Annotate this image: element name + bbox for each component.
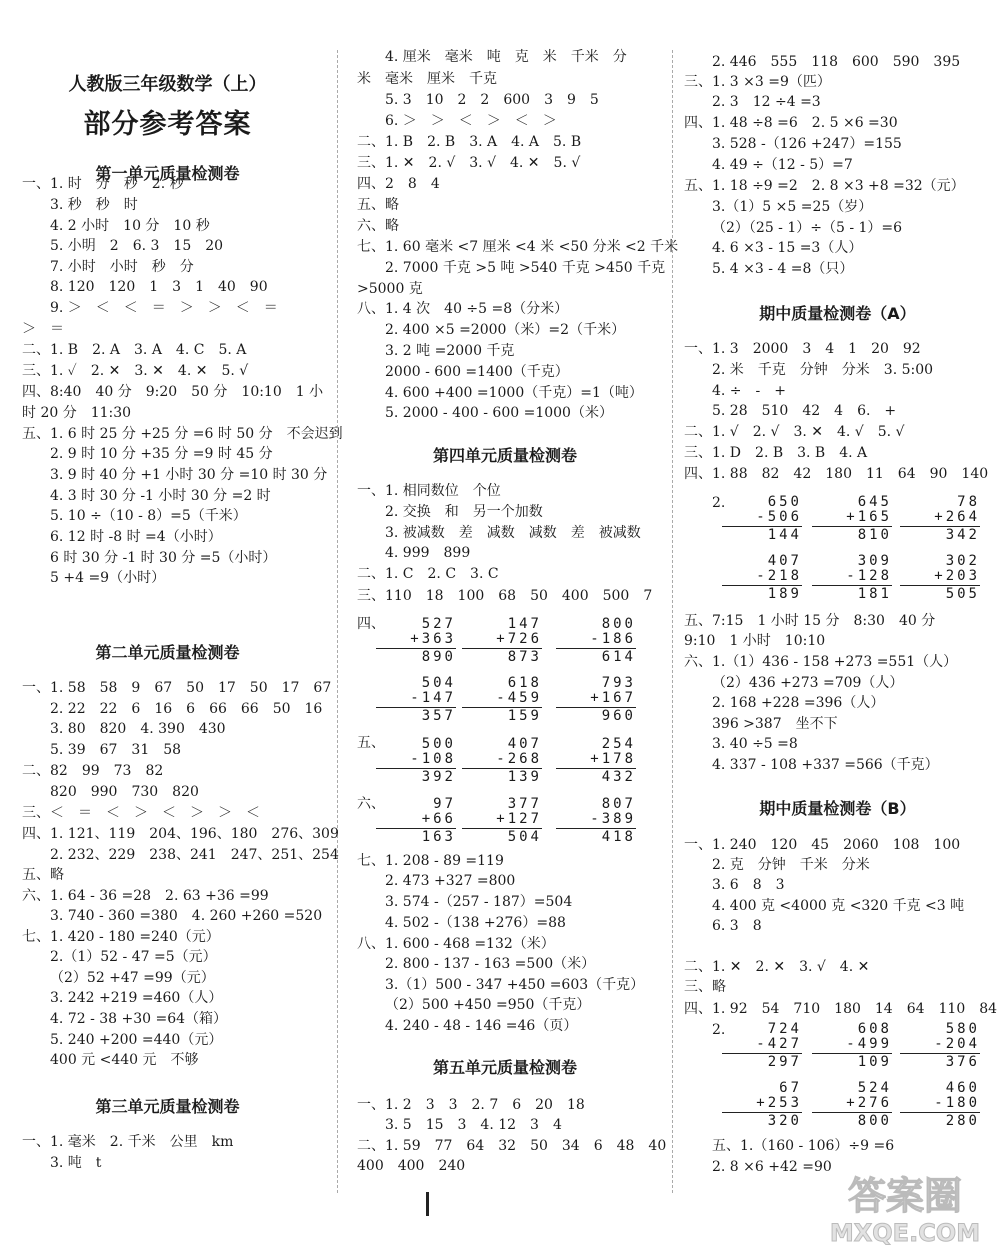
- col2-line: 四、2 8 4: [357, 176, 440, 192]
- col1-line: 5 +4 =9（小时）: [50, 570, 166, 586]
- vertical-calculation: [812, 554, 892, 602]
- top-operand: 302: [945, 553, 980, 569]
- col3-line: 五、1.（160 - 106）÷9 =6: [712, 1138, 895, 1154]
- bottom-operand: +66: [421, 811, 456, 827]
- col1-line: 3. 9 时 40 分 +1 小时 30 分 =10 时 30 分: [50, 467, 328, 483]
- col1-line: 3. 740 - 360 =380 4. 260 +260 =520: [50, 908, 323, 924]
- col2-line: 二、1. 59 77 64 32 50 34 6 48 40: [357, 1138, 667, 1154]
- col1-line: 5. 39 67 31 58: [50, 742, 182, 758]
- top-operand: 377: [507, 796, 542, 812]
- result: 392: [421, 769, 456, 785]
- result: 159: [507, 708, 542, 724]
- col2-line: 六、略: [357, 218, 399, 234]
- col2-line: （2）500 +450 =950（千克）: [385, 997, 591, 1013]
- col2-line: 八、1. 600 - 468 =132（米）: [357, 936, 555, 952]
- col3-line: 2.: [712, 495, 726, 511]
- col1-line: 820 990 730 820: [50, 784, 199, 800]
- col3-line: 四、1. 48 ÷8 =6 2. 5 ×6 =30: [684, 115, 898, 131]
- bottom-operand: +726: [496, 631, 542, 647]
- vertical-calculation: [556, 676, 636, 724]
- col1-line: 3. 80 820 4. 390 430: [50, 721, 226, 737]
- vertical-calculation: [462, 617, 542, 665]
- watermark-domain: MXQE.COM: [829, 1219, 981, 1247]
- col2-line: 三、1. ✕ 2. √ 3. √ 4. ✕ 5. √: [357, 155, 581, 171]
- result: 890: [421, 649, 456, 665]
- col1-line: 四、8:40 40 分 9:20 50 分 10:10 1 小: [22, 384, 324, 400]
- bottom-operand: +276: [846, 1095, 892, 1111]
- col2-line: 2000 - 600 =1400（千克）: [385, 364, 569, 380]
- col1-line: 六、1. 64 - 36 =28 2. 63 +36 =99: [22, 888, 269, 904]
- bottom-operand: +178: [590, 751, 636, 767]
- col1-line: 3. 吨 t: [50, 1155, 102, 1171]
- result: 873: [507, 649, 542, 665]
- result: 181: [857, 586, 892, 602]
- col1-line: 6. 12 时 -8 时 =4（小时）: [50, 529, 222, 545]
- vertical-calculation: [376, 797, 456, 845]
- watermark-logo: [816, 1163, 994, 1249]
- col1-line: 一、1. 时 分 秒 2. 秒: [22, 176, 184, 192]
- col3-line: 2. 8 ×6 +42 =90: [712, 1159, 832, 1175]
- result: 280: [945, 1113, 980, 1129]
- result: 109: [857, 1054, 892, 1070]
- bottom-operand: -204: [934, 1036, 980, 1052]
- result: 418: [601, 829, 636, 845]
- col2-line: 4. 600 +400 =1000（千克）=1（吨）: [385, 385, 643, 401]
- vertical-calculation: [900, 554, 980, 602]
- col3-line: 六、1.（1）436 - 158 +273 =551（人）: [684, 654, 958, 670]
- result: 376: [945, 1054, 980, 1070]
- top-operand: 407: [767, 553, 802, 569]
- col3-line: 4. 49 ÷（12 - 5）=7: [712, 157, 853, 173]
- col3-line: 4. 337 - 108 +337 =566（千克）: [712, 757, 939, 773]
- col3-line: 五、7:15 1 小时 15 分 8:30 40 分: [684, 613, 936, 629]
- col2-line: 二、1. C 2. C 3. C: [357, 566, 499, 582]
- col2-line: 4. 502 -（138 +276）=88: [385, 915, 566, 931]
- top-operand: 524: [857, 1080, 892, 1096]
- vertical-calculation: [722, 1081, 802, 1129]
- top-operand: 97: [433, 796, 456, 812]
- col2-line: 八、1. 4 次 40 ÷5 =8（分米）: [357, 301, 569, 317]
- col2-line: 3.（1）500 - 347 +450 =603（千克）: [385, 977, 645, 993]
- vertical-calculation: [376, 676, 456, 724]
- result: 960: [601, 708, 636, 724]
- col2-line: 三、110 18 100 68 50 400 500 7: [357, 588, 653, 604]
- vertical-calculation: [900, 1081, 980, 1129]
- col2-line: 5. 3 10 2 2 600 3 9 5: [385, 92, 599, 108]
- col3-line: 一、1. 240 120 45 2060 108 100: [684, 837, 961, 853]
- col3-line: 4. ÷ - +: [712, 383, 786, 399]
- bottom-operand: -147: [410, 690, 456, 706]
- col2-line: >5000 克: [357, 281, 423, 297]
- col3-line: 二、1. √ 2. √ 3. ✕ 4. √ 5. √: [684, 424, 905, 440]
- col2-line: 3. 574 -（257 - 187）=504: [385, 894, 573, 910]
- col3-line: 4. 6 ×3 - 15 =3（人）: [712, 240, 863, 256]
- section-unit2: 第二单元质量检测卷: [95, 643, 240, 662]
- col3-line: 2. 克 分钟 千米 分米: [712, 857, 870, 873]
- section-midterm-a: 期中质量检测卷（A）: [759, 304, 916, 323]
- col1-line: 4. 72 - 38 +30 =64（箱）: [50, 1011, 228, 1027]
- section-unit1: 第一单元质量检测卷: [95, 164, 240, 183]
- section-midterm-b: 期中质量检测卷（B）: [759, 799, 916, 818]
- col3-line: 3. 40 ÷5 =8: [712, 736, 798, 752]
- col1-line: （2）52 +47 =99（元）: [50, 970, 215, 986]
- top-operand: 78: [957, 494, 980, 510]
- col1-line: ＞ ＝: [22, 321, 64, 337]
- vertical-calculation: [812, 495, 892, 543]
- top-operand: 504: [421, 675, 456, 691]
- col2-line: 5. 2000 - 400 - 600 =1000（米）: [385, 405, 613, 421]
- col2-line: 3. 2 吨 =2000 千克: [385, 343, 515, 359]
- bottom-operand: -186: [590, 631, 636, 647]
- col1-line: 4. 3 时 30 分 -1 小时 30 分 =2 时: [50, 488, 271, 504]
- bottom-operand: -108: [410, 751, 456, 767]
- top-operand: 460: [945, 1080, 980, 1096]
- result: 800: [857, 1113, 892, 1129]
- col3-line: 2. 米 千克 分钟 分米 3. 5:00: [712, 362, 934, 378]
- result: 614: [601, 649, 636, 665]
- section-unit4: 第四单元质量检测卷: [432, 446, 577, 465]
- col1-line: 一、1. 毫米 2. 千米 公里 km: [22, 1134, 234, 1150]
- vertical-calculation: [376, 737, 456, 785]
- col3-line: 5. 28 510 42 4 6. +: [712, 403, 897, 419]
- result: 432: [601, 769, 636, 785]
- col3-line: 3. 528 -（126 +247）=155: [712, 136, 902, 152]
- col3-line: 三、略: [684, 979, 726, 995]
- col2-line: 2. 交换 和 另一个加数: [385, 504, 543, 520]
- col2-line: 七、1. 60 毫米 <7 厘米 <4 米 <50 分米 <2 千米: [357, 239, 679, 255]
- bottom-operand: -389: [590, 811, 636, 827]
- col3-line: 四、1. 92 54 710 180 14 64 110 84: [684, 1001, 998, 1017]
- col1-line: 8. 120 120 1 3 1 40 90: [50, 279, 268, 295]
- col1-line: 一、1. 58 58 9 67 50 17 50 17 67: [22, 680, 332, 696]
- vertical-calculation: [556, 617, 636, 665]
- col2-line: 4. 999 899: [385, 545, 471, 561]
- col1-line: 七、1. 420 - 180 =240（元）: [22, 929, 220, 945]
- vertical-calculation: [812, 1081, 892, 1129]
- top-operand: 793: [601, 675, 636, 691]
- bottom-operand: +165: [846, 509, 892, 525]
- vertical-calculation: [722, 495, 802, 543]
- top-operand: 407: [507, 736, 542, 752]
- top-operand: 645: [857, 494, 892, 510]
- col2-line: 4. 厘米 毫米 吨 克 米 千米 分: [385, 49, 627, 65]
- col2-line: 一、1. 2 3 3 2. 7 6 20 18: [357, 1097, 585, 1113]
- col1-line: 2.（1）52 - 47 =5（元）: [50, 949, 217, 965]
- result: 810: [857, 527, 892, 543]
- col1-line: 五、1. 6 时 25 分 +25 分 =6 时 50 分 不会迟到: [22, 426, 343, 442]
- col3-line: 3.（1）5 ×5 =25（岁）: [712, 199, 873, 215]
- col2-line: 四、: [357, 616, 385, 632]
- col2-line: 400 400 240: [357, 1158, 466, 1174]
- result: 163: [421, 829, 456, 845]
- col3-line: （2）（25 - 1）÷（5 - 1）=6: [712, 220, 903, 236]
- col3-line: 6. 3 8: [712, 918, 762, 934]
- col3-line: 四、1. 88 82 42 180 11 64 90 140: [684, 466, 989, 482]
- col1-line: 2. 9 时 10 分 +35 分 =9 时 45 分: [50, 446, 273, 462]
- column-divider-right: [672, 50, 673, 1193]
- col2-line: 一、1. 相同数位 个位: [357, 483, 501, 499]
- vertical-calculation: [812, 1022, 892, 1070]
- result: 189: [767, 586, 802, 602]
- col2-line: 2. 400 ×5 =2000（米）=2（千米）: [385, 322, 626, 338]
- bottom-operand: +264: [934, 509, 980, 525]
- top-operand: 800: [601, 616, 636, 632]
- result: 139: [507, 769, 542, 785]
- col1-line: 时 20 分 11:30: [22, 405, 132, 421]
- col3-line: 5. 4 ×3 - 4 =8（只）: [712, 261, 854, 277]
- bottom-operand: -218: [756, 568, 802, 584]
- col1-line: 四、1. 121、119 204、196、180 276、309: [22, 826, 339, 842]
- vertical-calculation: [556, 737, 636, 785]
- col3-line: 4. 400 克 <4000 克 <320 千克 <3 吨: [712, 898, 965, 914]
- col1-line: 5. 小明 2 6. 3 15 20: [50, 238, 224, 254]
- vertical-calculation: [462, 737, 542, 785]
- vertical-calculation: [722, 554, 802, 602]
- col1-line: 三、1. ✓ 2. ✕ 3. ✕ 4. ✕ 5. √: [22, 363, 249, 379]
- col2-line: 七、1. 208 - 89 =119: [357, 853, 504, 869]
- bottom-operand: -499: [846, 1036, 892, 1052]
- section-unit3: 第三单元质量检测卷: [95, 1097, 240, 1116]
- col3-line: 五、1. 18 ÷9 =2 2. 8 ×3 +8 =32（元）: [684, 178, 965, 194]
- top-operand: 147: [507, 616, 542, 632]
- bottom-operand: -506: [756, 509, 802, 525]
- col1-line: 5. 10 ÷（10 - 8）=5（千米）: [50, 508, 247, 524]
- col1-line: 6 时 30 分 -1 时 30 分 =5（小时）: [50, 550, 277, 566]
- vertical-calculation: [462, 797, 542, 845]
- col2-line: 二、1. B 2. B 3. A 4. A 5. B: [357, 134, 582, 150]
- col3-line: 396 >387 坐不下: [712, 716, 838, 732]
- result: 357: [421, 708, 456, 724]
- book-title: 人教版三年级数学（上）: [68, 74, 267, 95]
- bottom-operand: -459: [496, 690, 542, 706]
- page-title: 部分参考答案: [83, 109, 252, 140]
- vertical-calculation: [900, 1022, 980, 1070]
- bottom-operand: +167: [590, 690, 636, 706]
- col2-line: 2. 800 - 137 - 163 =500（米）: [385, 956, 596, 972]
- result: 144: [767, 527, 802, 543]
- col2-line: 3. 被减数 差 减数 减数 差 被减数: [385, 525, 641, 541]
- bottom-operand: -268: [496, 751, 542, 767]
- vertical-calculation: [556, 797, 636, 845]
- col2-line: 六、: [357, 796, 385, 812]
- col2-line: 3. 5 15 3 4. 12 3 4: [385, 1117, 562, 1133]
- bottom-operand: -128: [846, 568, 892, 584]
- col1-line: 400 元 <440 元 不够: [50, 1052, 199, 1068]
- page-center-mark: [426, 1192, 429, 1216]
- col1-line: 4. 2 小时 10 分 10 秒: [50, 218, 210, 234]
- col3-line: 2. 168 +228 =396（人）: [712, 695, 885, 711]
- result: 320: [767, 1113, 802, 1129]
- col3-line: 三、1. D 2. B 3. B 4. A: [684, 445, 868, 461]
- bottom-operand: +203: [934, 568, 980, 584]
- bottom-operand: -180: [934, 1095, 980, 1111]
- col1-line: 7. 小时 小时 秒 分: [50, 259, 194, 275]
- col3-line: 3. 6 8 3: [712, 877, 785, 893]
- col1-line: 3. 242 +219 =460（人）: [50, 990, 223, 1006]
- col1-line: 2. 232、229 238、241 247、251、254: [50, 847, 339, 863]
- col2-line: 五、: [357, 735, 385, 751]
- col1-line: 5. 240 +200 =440（元）: [50, 1032, 223, 1048]
- col2-line: 米 毫米 厘米 千克: [357, 71, 497, 87]
- top-operand: 527: [421, 616, 456, 632]
- col1-line: 二、1. B 2. A 3. A 4. C 5. A: [22, 342, 247, 358]
- result: 504: [507, 829, 542, 845]
- col3-line: 2.: [712, 1022, 726, 1038]
- result: 342: [945, 527, 980, 543]
- top-operand: 254: [601, 736, 636, 752]
- top-operand: 608: [857, 1021, 892, 1037]
- top-operand: 500: [421, 736, 456, 752]
- vertical-calculation: [900, 495, 980, 543]
- col1-line: 五、略: [22, 867, 64, 883]
- col3-line: 三、1. 3 ×3 =9（匹）: [684, 74, 831, 90]
- watermark-text: 答案圈: [847, 1174, 963, 1218]
- top-operand: 580: [945, 1021, 980, 1037]
- col2-line: 2. 7000 千克 >5 吨 >540 千克 >450 千克: [385, 260, 666, 276]
- col2-line: 6. ＞ ＞ ＜ ＞ ＜ ＞: [385, 113, 557, 129]
- bottom-operand: +127: [496, 811, 542, 827]
- col1-line: 2. 22 22 6 16 6 66 66 50 16: [50, 701, 323, 717]
- top-operand: 618: [507, 675, 542, 691]
- result: 297: [767, 1054, 802, 1070]
- vertical-calculation: [462, 676, 542, 724]
- bottom-operand: +253: [756, 1095, 802, 1111]
- col1-line: 9. ＞ ＜ ＜ ＝ ＞ ＞ ＜ ＝: [50, 300, 278, 316]
- col3-line: 2. 446 555 118 600 590 395: [712, 54, 961, 70]
- vertical-calculation: [722, 1022, 802, 1070]
- col2-line: 4. 240 - 48 - 146 =46（页）: [385, 1018, 578, 1034]
- col1-line: 三、＜ ＝ ＜ ＞ ＜ ＞ ＞ ＜: [22, 805, 260, 821]
- result: 505: [945, 586, 980, 602]
- col3-line: 二、1. ✕ 2. ✕ 3. √ 4. ✕: [684, 959, 870, 975]
- col2-line: 2. 473 +327 =800: [385, 873, 516, 889]
- bottom-operand: -427: [756, 1036, 802, 1052]
- top-operand: 67: [779, 1080, 802, 1096]
- top-operand: 724: [767, 1021, 802, 1037]
- col3-line: （2）436 +273 =709（人）: [712, 675, 904, 691]
- col3-line: 2. 3 12 ÷4 =3: [712, 94, 821, 110]
- vertical-calculation: [376, 617, 456, 665]
- col1-line: 二、82 99 73 82: [22, 763, 164, 779]
- top-operand: 807: [601, 796, 636, 812]
- top-operand: 650: [767, 494, 802, 510]
- section-unit5: 第五单元质量检测卷: [432, 1058, 577, 1077]
- col2-line: 五、略: [357, 197, 399, 213]
- bottom-operand: +363: [410, 631, 456, 647]
- col1-line: 3. 秒 秒 时: [50, 197, 138, 213]
- top-operand: 309: [857, 553, 892, 569]
- col3-line: 9:10 1 小时 10:10: [684, 633, 826, 649]
- column-divider-left: [337, 50, 338, 1193]
- col3-line: 一、1. 3 2000 3 4 1 20 92: [684, 341, 921, 357]
